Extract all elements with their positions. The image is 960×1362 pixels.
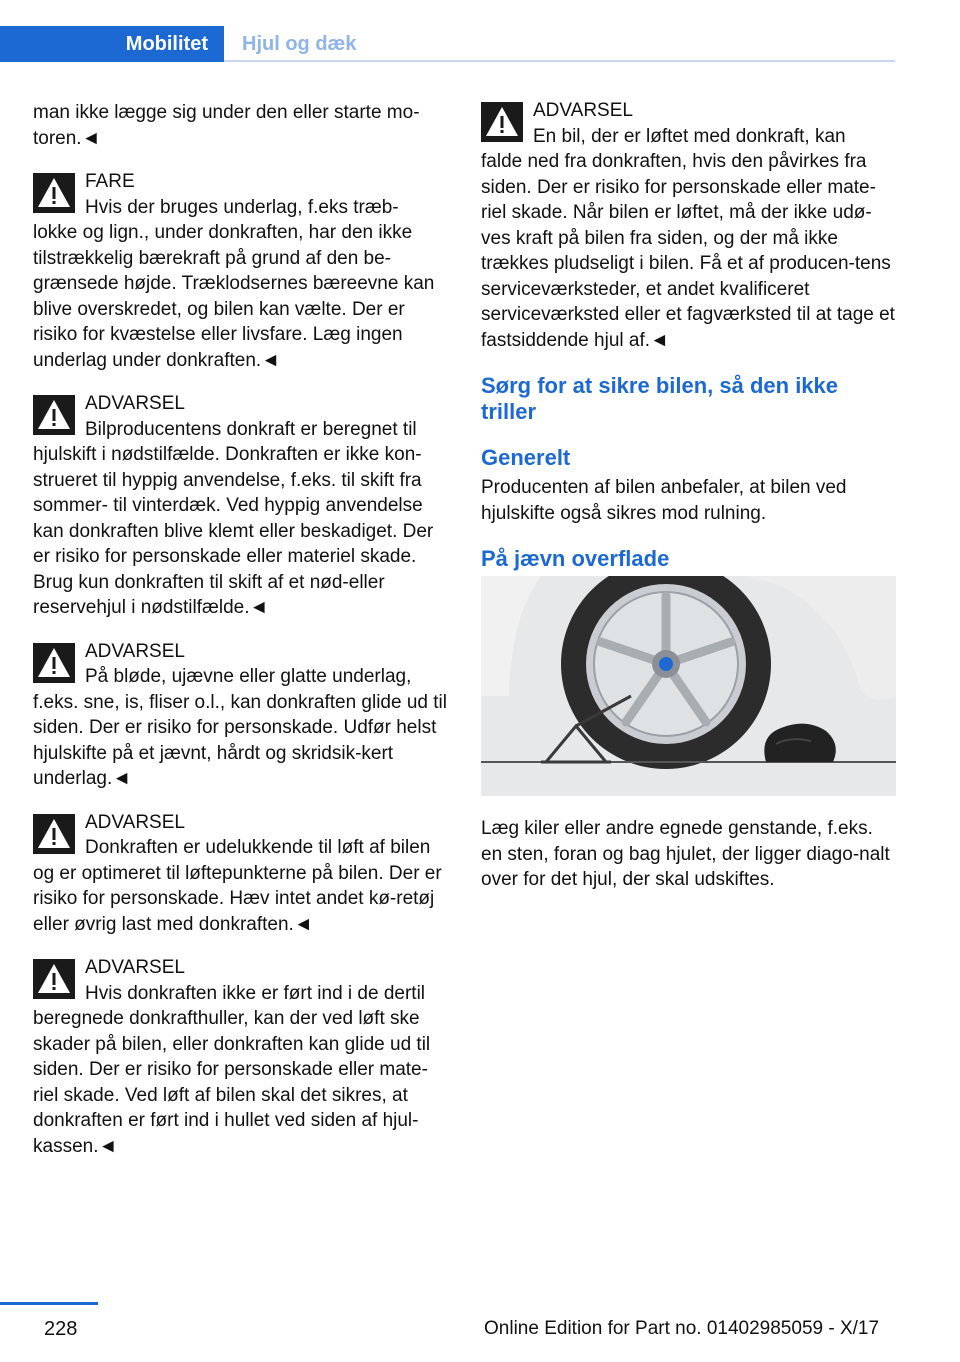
- subheading-general: Generelt: [481, 445, 571, 470]
- edition-text: Online Edition for Part no. 01402985059 - X/17: [484, 1318, 880, 1339]
- warning-block: [33, 171, 448, 373]
- warning-text: og er optimeret til løftepunkterne på bilen. Der er risiko for personskade. Hæv intet andet kø-retøj eller øvrig last med donkraften.◄: [33, 862, 442, 935]
- warning-first-line: Bilproducentens donkraft er beregnet til: [85, 418, 417, 440]
- warning-first-line: Donkraften er udelukkende til løft af bilen: [85, 837, 431, 858]
- subheading-level-surface: På jævn overflade: [481, 546, 670, 571]
- warning-triangle-icon: [481, 102, 523, 142]
- warning-text: lokke og lign., under donkraften, har den ikke tilstrækkelig bærekraft på grund af den be-grænsede højde. Træklodsernes bæreevne kan blive overskredet, og bilen kan vælte. Der er risiko for kvæstelse eller livsfare. Læg ingen underlag under donkraften.◄: [33, 222, 435, 371]
- tab-hjul-og-daek[interactable]: Hjul og dæk: [242, 32, 357, 55]
- right-column: [481, 100, 896, 913]
- left-column: [33, 100, 448, 1179]
- warning-block: [481, 100, 896, 353]
- wheel-chock-illustration: [481, 576, 896, 796]
- warning-first-line: På bløde, ujævne eller glatte underlag,: [85, 666, 412, 687]
- intro-text: man ikke lægge sig under den eller starte mo-toren.◄: [33, 102, 420, 149]
- warning-block: [33, 393, 448, 621]
- warning-title: ADVARSEL: [533, 100, 633, 121]
- warning-triangle-icon: [33, 814, 75, 854]
- warning-triangle-icon: [33, 173, 75, 213]
- warning-block: [33, 812, 448, 938]
- warning-text: f.eks. sne, is, fliser o.l., kan donkraften glide ud til siden. Der er risiko for personskade. Udfør helst hjulskifte på et jævnt, hårdt og skridsik-kert underlag.◄: [33, 691, 447, 789]
- warning-text: hjulskift i nødstilfælde. Donkraften er ikke kon-strueret til hyppig anvendelse, f.eks. til skift fra sommer- til vinterdæk. Ved hyppig anvendelse kan donkraften blive klemt eller beskadiget. Der er risiko for personskade eller materiel skade. Brug kun donkraften til skift af et nød-eller reservehjul i nødstilfælde.◄: [33, 444, 434, 618]
- warning-triangle-icon: [33, 643, 75, 683]
- warning-first-line: En bil, der er løftet med donkraft, kan: [533, 125, 846, 147]
- warning-text: falde ned fra donkraften, hvis den påvirkes fra siden. Der er risiko for personskade eller mate-riel skade. Når bilen er løftet, må der ikke udø-ves kraft på bilen fra siden, og der må ikke trækkes pludseligt i bilen. Få et af producen-tens serviceværksteder, et andet kvalificeret serviceværksted eller et fagværksted til at tage et fastsiddende hjul af.◄: [481, 151, 895, 351]
- warning-block: [33, 641, 448, 792]
- page-header: [0, 0, 895, 62]
- warning-text: beregnede donkrafthuller, kan der ved løft ske skader på bilen, eller donkraften kan glide ud til siden. Der er risiko for personskade eller mate-riel skade. Ved løft af bilen skal det sikres, at donkraften er ført ind i hullet ved siden af hjul-kassen.◄: [33, 1008, 431, 1157]
- section-heading: Sørg for at sikre bilen, så den ikke triller: [481, 373, 839, 424]
- warning-title: ADVARSEL: [85, 957, 185, 978]
- footer-accent-line: [0, 1302, 98, 1305]
- warning-title: ADVARSEL: [85, 393, 185, 414]
- header-divider: [224, 60, 895, 62]
- tab-mobilitet[interactable]: Mobilitet: [0, 26, 224, 62]
- page-number: 228: [44, 1318, 78, 1340]
- warning-first-line: Hvis der bruges underlag, f.eks træb-: [85, 196, 399, 218]
- warning-triangle-icon: [33, 959, 75, 999]
- warning-title: ADVARSEL: [85, 811, 185, 833]
- figure-caption: Læg kiler eller andre egnede genstande, f.eks. en sten, foran og bag hjulet, der ligger diago-nalt over for det hjul, der skal udskiftes.: [481, 818, 890, 890]
- general-text: Producenten af bilen anbefaler, at bilen ved hjulskifte også sikres mod rulning.: [481, 477, 847, 524]
- warning-first-line: Hvis donkraften ikke er ført ind i de dertil: [85, 982, 426, 1004]
- warning-triangle-icon: [33, 395, 75, 435]
- warning-block: [33, 957, 448, 1159]
- warning-title: FARE: [85, 171, 135, 192]
- warning-title: ADVARSEL: [85, 640, 185, 662]
- wheel-illustration-svg: [481, 576, 896, 796]
